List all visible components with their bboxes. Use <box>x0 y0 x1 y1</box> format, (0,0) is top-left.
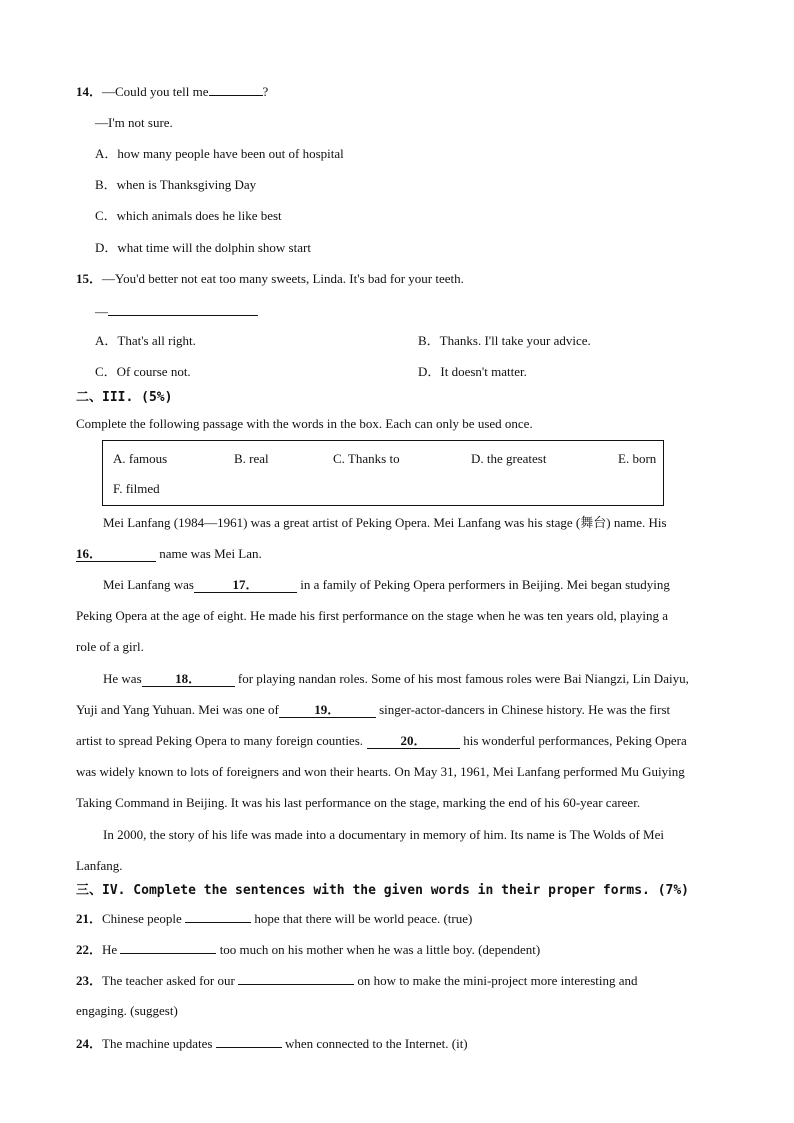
passage-text: singer-actor-dancers in Chinese history. He was the first <box>375 702 671 717</box>
option-text: Of course not. <box>116 364 191 379</box>
question-15-reply <box>95 302 258 321</box>
question-14-reply: —I'm not sure. <box>95 115 173 130</box>
stem-text: Chinese people <box>102 911 186 926</box>
question-15-stem <box>76 270 464 288</box>
answer-blank[interactable] <box>108 302 258 316</box>
question-23 <box>76 971 638 990</box>
passage-text: was widely known to lots of foreigners and won their hearts. On May 31, 1961, Mei Lanfang performed Mu Guiying <box>76 764 685 779</box>
option-label: C． <box>95 364 117 379</box>
option-label: B． <box>95 177 117 192</box>
stem-text: He <box>102 942 121 957</box>
option-text: what time will the dolphin show start <box>117 240 311 255</box>
passage-text: In 2000, the story of his life was made into a documentary in memory of him. Its name is The Wolds of Mei <box>103 827 664 842</box>
word-option: D. the greatest <box>471 451 547 466</box>
question-24 <box>76 1034 468 1053</box>
word-box <box>102 440 664 506</box>
question-number: 22． <box>76 942 103 957</box>
option-label: A． <box>95 333 118 348</box>
section-2-instruction: Complete the following passage with the words in the box. Each can only be used once. <box>76 416 533 431</box>
option-a[interactable] <box>95 332 196 350</box>
passage-text: He was <box>103 671 142 686</box>
question-number: 24． <box>76 1036 103 1051</box>
option-text: Thanks. I'll take your advice. <box>439 333 591 348</box>
question-number: 14． <box>76 84 103 99</box>
option-label: D． <box>418 364 441 379</box>
stem-text: The machine updates <box>102 1036 216 1051</box>
word-option: E. born <box>618 451 657 466</box>
question-21 <box>76 909 472 928</box>
stem-text: —You'd better not eat too many sweets, Linda. It's bad for your teeth. <box>102 271 464 286</box>
passage-text: Yuji and Yang Yuhuan. Mei was one of <box>76 702 279 717</box>
passage-text: his wonderful performances, Peking Opera <box>460 733 687 748</box>
blank-18[interactable]: 18． <box>142 672 235 687</box>
passage-text: Taking Command in Beijing. It was his last performance on the stage, marking the end of his 60-year career. <box>76 795 641 810</box>
stem-text: hope that there will be world peace. (true) <box>251 911 473 926</box>
question-number: 23． <box>76 973 103 988</box>
answer-blank[interactable] <box>216 1034 282 1048</box>
passage-text: Mei Lanfang was <box>103 577 194 592</box>
blank-16[interactable]: 16． <box>76 547 156 562</box>
question-22 <box>76 940 540 959</box>
question-23-continuation: engaging. (suggest) <box>76 1003 178 1018</box>
question-14-stem <box>76 82 268 101</box>
passage-text: name was Mei Lan. <box>156 546 262 561</box>
option-text: That's all right. <box>117 333 196 348</box>
passage-text: in a family of Peking Opera performers in Beijing. Mei began studying <box>296 577 670 592</box>
option-c[interactable] <box>95 363 191 381</box>
stem-text: on how to make the mini-project more interesting and <box>354 973 638 988</box>
section-2-title: 二、III. (5%) <box>76 390 173 405</box>
word-option: F. filmed <box>113 481 160 496</box>
passage-text: for playing nandan roles. Some of his most famous roles were Bai Niangzi, Lin Daiyu, <box>234 671 689 686</box>
stem-text: —Could you tell me <box>102 84 209 99</box>
option-b[interactable] <box>418 332 591 350</box>
option-label: C． <box>95 208 117 223</box>
option-d[interactable] <box>418 363 527 381</box>
question-number: 21． <box>76 911 103 926</box>
passage-text <box>76 701 670 719</box>
blank-19[interactable]: 19． <box>279 703 376 718</box>
passage-text <box>76 545 262 563</box>
option-a[interactable] <box>95 145 344 163</box>
reply-dash: — <box>95 304 108 319</box>
stem-text: The teacher asked for our <box>102 973 239 988</box>
passage-text: Peking Opera at the age of eight. He made his first performance on the stage when he was ten years old, playing a <box>76 608 669 623</box>
passage-text: artist to spread Peking Opera to many foreign counties. <box>76 733 364 748</box>
option-text: which animals does he like best <box>116 208 282 223</box>
option-label: B． <box>418 333 440 348</box>
stem-end: ? <box>262 84 269 99</box>
section-3-title: 三、IV. Complete the sentences with the given words in their proper forms. (7%) <box>76 883 689 898</box>
question-number: 15． <box>76 271 103 286</box>
option-b[interactable] <box>95 176 256 194</box>
option-text: when is Thanksgiving Day <box>116 177 257 192</box>
passage-text <box>76 732 687 750</box>
option-text: It doesn't matter. <box>440 364 527 379</box>
passage-text <box>103 670 689 688</box>
word-option: C. Thanks to <box>333 451 400 466</box>
option-d[interactable] <box>95 239 311 257</box>
blank-20[interactable]: 20． <box>367 734 460 749</box>
blank-17[interactable]: 17． <box>194 578 297 593</box>
answer-blank[interactable] <box>209 82 263 96</box>
stem-text: when connected to the Internet. (it) <box>281 1036 468 1051</box>
word-option: A. famous <box>113 451 168 466</box>
option-text: how many people have been out of hospital <box>117 146 344 161</box>
passage-text: role of a girl. <box>76 639 144 654</box>
passage-text <box>103 576 670 594</box>
option-c[interactable] <box>95 207 282 225</box>
answer-blank[interactable] <box>238 971 354 985</box>
stem-text: too much on his mother when he was a little boy. (dependent) <box>216 942 541 957</box>
word-option: B. real <box>234 451 269 466</box>
passage-text: Lanfang. <box>76 858 123 873</box>
option-label: D． <box>95 240 118 255</box>
passage-text: Mei Lanfang (1984—1961) was a great artist of Peking Opera. Mei Lanfang was his stage (舞台) name. His <box>103 515 667 530</box>
option-label: A． <box>95 146 118 161</box>
answer-blank[interactable] <box>120 940 216 954</box>
answer-blank[interactable] <box>185 909 251 923</box>
